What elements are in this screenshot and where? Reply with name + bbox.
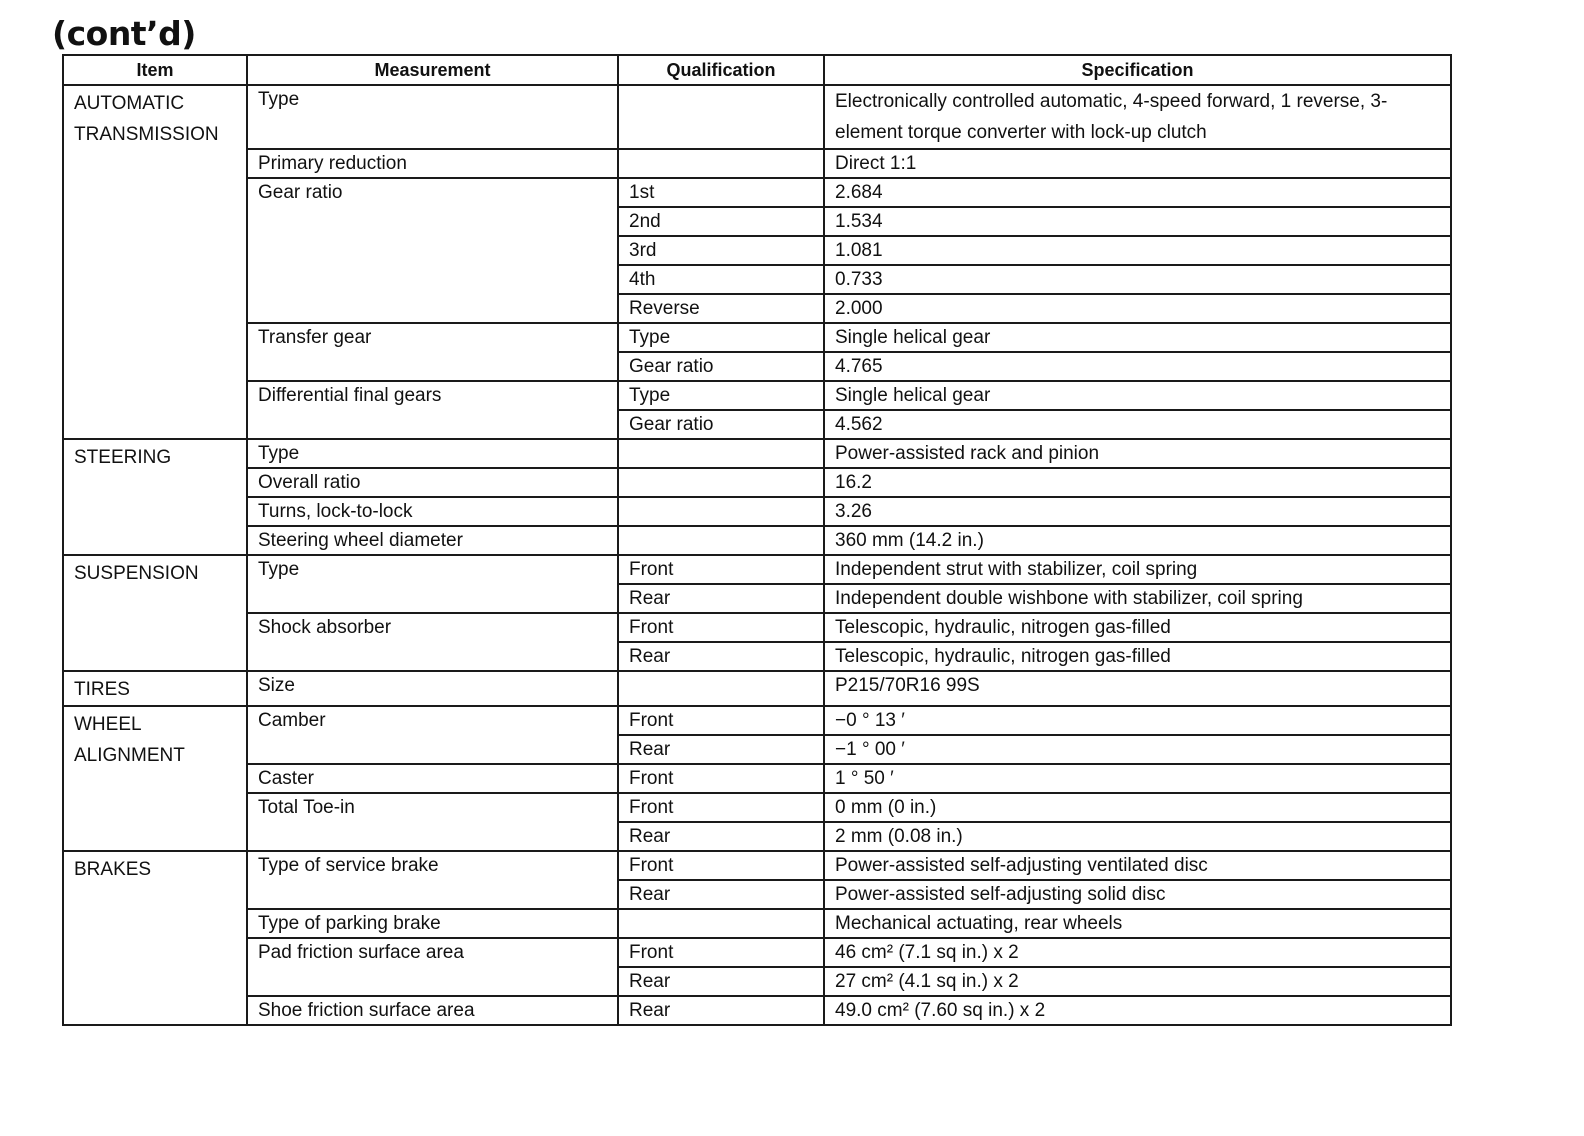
specification-cell: −0 ° 13 ′ [824,706,1451,735]
table-row [63,764,1451,793]
measurement-cell: Type [247,85,618,149]
qualification-cell [618,909,824,938]
measurement-cell: Gear ratio [247,178,618,323]
qualification-cell: 2nd [618,207,824,236]
table-row [63,497,1451,526]
qualification-cell: Rear [618,735,824,764]
specification-cell: 16.2 [824,468,1451,497]
table-row [63,149,1451,178]
qualification-cell: Rear [618,642,824,671]
measurement-cell: Type [247,439,618,468]
qualification-cell: Front [618,706,824,735]
specification-cell: Single helical gear [824,381,1451,410]
table-row [63,909,1451,938]
table-row [63,468,1451,497]
table-row [63,671,1451,706]
qualification-cell: Type [618,323,824,352]
measurement-cell: Caster [247,764,618,793]
measurement-cell: Overall ratio [247,468,618,497]
measurement-cell: Differential final gears [247,381,618,439]
specification-table [62,54,1452,1026]
qualification-cell: Rear [618,967,824,996]
qualification-cell: Front [618,613,824,642]
page-title: (cont’d) [52,14,196,53]
specification-cell: 2.684 [824,178,1451,207]
specification-cell: Mechanical actuating, rear wheels [824,909,1451,938]
header-specification: Specification [824,55,1451,85]
header-row [63,55,1451,85]
table-row [63,938,1451,967]
specification-cell: Electronically controlled automatic, 4-speed forward, 1 reverse, 3-element torque converter with lock-up clutch [824,85,1451,149]
item-cell: STEERING [63,439,247,555]
item-cell: TIRES [63,671,247,706]
specification-cell: 2 mm (0.08 in.) [824,822,1451,851]
qualification-cell: Rear [618,822,824,851]
measurement-cell: Total Toe-in [247,793,618,851]
measurement-cell: Shoe friction surface area [247,996,618,1025]
qualification-cell: Front [618,938,824,967]
measurement-cell: Type of parking brake [247,909,618,938]
specification-cell: Power-assisted self-adjusting ventilated disc [824,851,1451,880]
qualification-cell: Front [618,851,824,880]
measurement-cell: Turns, lock-to-lock [247,497,618,526]
specification-cell: 27 cm² (4.1 sq in.) x 2 [824,967,1451,996]
measurement-cell: Primary reduction [247,149,618,178]
item-cell: WHEEL ALIGNMENT [63,706,247,851]
table-row [63,706,1451,735]
qualification-cell: Front [618,764,824,793]
qualification-cell [618,439,824,468]
specification-cell: Power-assisted self-adjusting solid disc [824,880,1451,909]
item-cell: SUSPENSION [63,555,247,671]
table-row [63,439,1451,468]
qualification-cell [618,526,824,555]
specification-cell: 0.733 [824,265,1451,294]
header-qualification: Qualification [618,55,824,85]
table-row [63,178,1451,207]
table-row [63,996,1451,1025]
table-row [63,85,1451,149]
qualification-cell: Gear ratio [618,352,824,381]
measurement-cell: Shock absorber [247,613,618,671]
specification-cell: 2.000 [824,294,1451,323]
item-cell: AUTOMATIC TRANSMISSION [63,85,247,439]
measurement-cell: Steering wheel diameter [247,526,618,555]
header-measurement: Measurement [247,55,618,85]
qualification-cell: Rear [618,584,824,613]
table-row [63,381,1451,410]
qualification-cell: 3rd [618,236,824,265]
specification-cell: 46 cm² (7.1 sq in.) x 2 [824,938,1451,967]
qualification-cell: Front [618,555,824,584]
qualification-cell: Type [618,381,824,410]
qualification-cell [618,85,824,149]
qualification-cell [618,671,824,706]
table-row [63,793,1451,822]
measurement-cell: Size [247,671,618,706]
qualification-cell [618,497,824,526]
specification-cell: P215/70R16 99S [824,671,1451,706]
specification-cell: Telescopic, hydraulic, nitrogen gas-filled [824,642,1451,671]
specification-cell: 1 ° 50 ′ [824,764,1451,793]
specification-cell: Independent strut with stabilizer, coil spring [824,555,1451,584]
table-row [63,613,1451,642]
specification-cell: −1 ° 00 ′ [824,735,1451,764]
specification-cell: 4.562 [824,410,1451,439]
measurement-cell: Pad friction surface area [247,938,618,996]
table-row [63,851,1451,880]
specification-cell: 1.081 [824,236,1451,265]
specification-cell: 360 mm (14.2 in.) [824,526,1451,555]
qualification-cell: 1st [618,178,824,207]
measurement-cell: Camber [247,706,618,764]
specification-cell: Direct 1:1 [824,149,1451,178]
qualification-cell: Rear [618,996,824,1025]
table-row [63,526,1451,555]
qualification-cell: Reverse [618,294,824,323]
measurement-cell: Type [247,555,618,613]
specification-cell: Power-assisted rack and pinion [824,439,1451,468]
qualification-cell: 4th [618,265,824,294]
qualification-cell [618,149,824,178]
item-cell: BRAKES [63,851,247,1025]
specification-cell: Telescopic, hydraulic, nitrogen gas-filled [824,613,1451,642]
specification-cell: Independent double wishbone with stabilizer, coil spring [824,584,1451,613]
qualification-cell: Gear ratio [618,410,824,439]
specification-cell: Single helical gear [824,323,1451,352]
header-item: Item [63,55,247,85]
qualification-cell [618,468,824,497]
specification-cell: 3.26 [824,497,1451,526]
measurement-cell: Transfer gear [247,323,618,381]
specification-cell: 1.534 [824,207,1451,236]
measurement-cell: Type of service brake [247,851,618,909]
table-row [63,555,1451,584]
specification-cell: 4.765 [824,352,1451,381]
qualification-cell: Rear [618,880,824,909]
table-row [63,323,1451,352]
specification-body [63,85,1451,1025]
qualification-cell: Front [618,793,824,822]
specification-cell: 0 mm (0 in.) [824,793,1451,822]
specification-cell: 49.0 cm² (7.60 sq in.) x 2 [824,996,1451,1025]
